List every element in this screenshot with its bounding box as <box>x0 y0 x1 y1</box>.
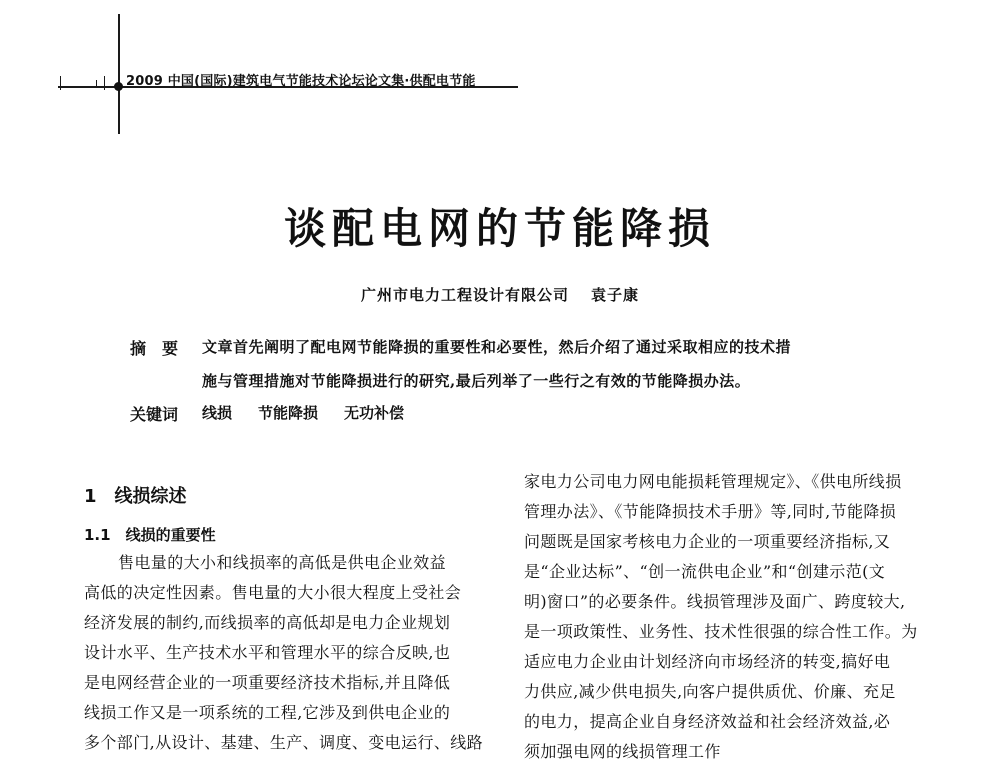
keyword: 线损 <box>202 404 233 422</box>
abstract-line: 施与管理措施对节能降损进行的研究,最后列举了一些行之有效的节能降损办法。 <box>202 372 751 390</box>
body-text-line: 多个部门,从设计、基建、生产、调度、变电运行、线路 <box>84 733 484 752</box>
article-title: 谈配电网的节能降损 <box>283 204 716 253</box>
header-tick-mark <box>96 80 97 88</box>
body-text-line: 线损工作又是一项系统的工程,它涉及到供电企业的 <box>84 703 451 722</box>
body-text-line: 须加强电网的线损管理工作 <box>524 742 721 761</box>
header-tick-mark <box>60 76 61 90</box>
header-bullet-dot <box>114 82 123 91</box>
subsection-heading: 1.1 线损的重要性 <box>84 526 216 544</box>
body-text-line: 售电量的大小和线损率的高低是供电企业效益 <box>118 553 447 572</box>
body-text-line: 管理办法》、《节能降损技术手册》等,同时,节能降损 <box>524 502 897 521</box>
abstract-line: 文章首先阐明了配电网节能降损的重要性和必要性，然后介绍了通过采取相应的技术措 <box>202 338 792 356</box>
body-text-line: 是“企业达标”、“创一流供电企业”和“创建示范(文 <box>524 562 886 581</box>
keywords-label: 关键词 <box>130 405 179 424</box>
body-text-line: 家电力公司电力网电能损耗管理规定》、《供电所线损 <box>524 472 902 491</box>
body-text-line: 力供应,减少供电损失,向客户提供质优、价廉、充足 <box>524 682 896 701</box>
body-text-line: 问题既是国家考核电力企业的一项重要经济指标,又 <box>524 532 891 551</box>
body-text-line: 明)窗口”的必要条件。线损管理涉及面广、跨度较大, <box>524 592 906 611</box>
keyword: 无功补偿 <box>344 404 405 422</box>
body-text-line: 经济发展的制约,而线损率的高低却是电力企业规划 <box>84 613 451 632</box>
author-line <box>0 284 1000 305</box>
running-header: 2009 中国(国际)建筑电气节能技术论坛论文集·供配电节能 <box>126 74 476 89</box>
body-text-line: 是电网经营企业的一项重要经济技术指标,并且降低 <box>84 673 451 692</box>
body-text-line: 是一项政策性、业务性、技术性很强的综合性工作。为 <box>524 622 918 641</box>
affiliation: 广州市电力工程设计有限公司 <box>360 286 569 304</box>
header-rule-vertical <box>118 14 120 134</box>
body-text-line: 高低的决定性因素。售电量的大小很大程度上受社会 <box>84 583 462 602</box>
abstract-label: 摘要 <box>130 339 195 358</box>
body-text-line: 的电力，提高企业自身经济效益和社会经济效益,必 <box>524 712 891 731</box>
body-text-line: 适应电力企业由计划经济向市场经济的转变,搞好电 <box>524 652 891 671</box>
section-heading: 1 线损综述 <box>84 486 187 507</box>
keyword: 节能降损 <box>258 404 319 422</box>
author-name: 袁子康 <box>591 286 640 304</box>
body-text-line: 设计水平、生产技术水平和管理水平的综合反映,也 <box>84 643 451 662</box>
header-tick-mark <box>104 76 105 90</box>
